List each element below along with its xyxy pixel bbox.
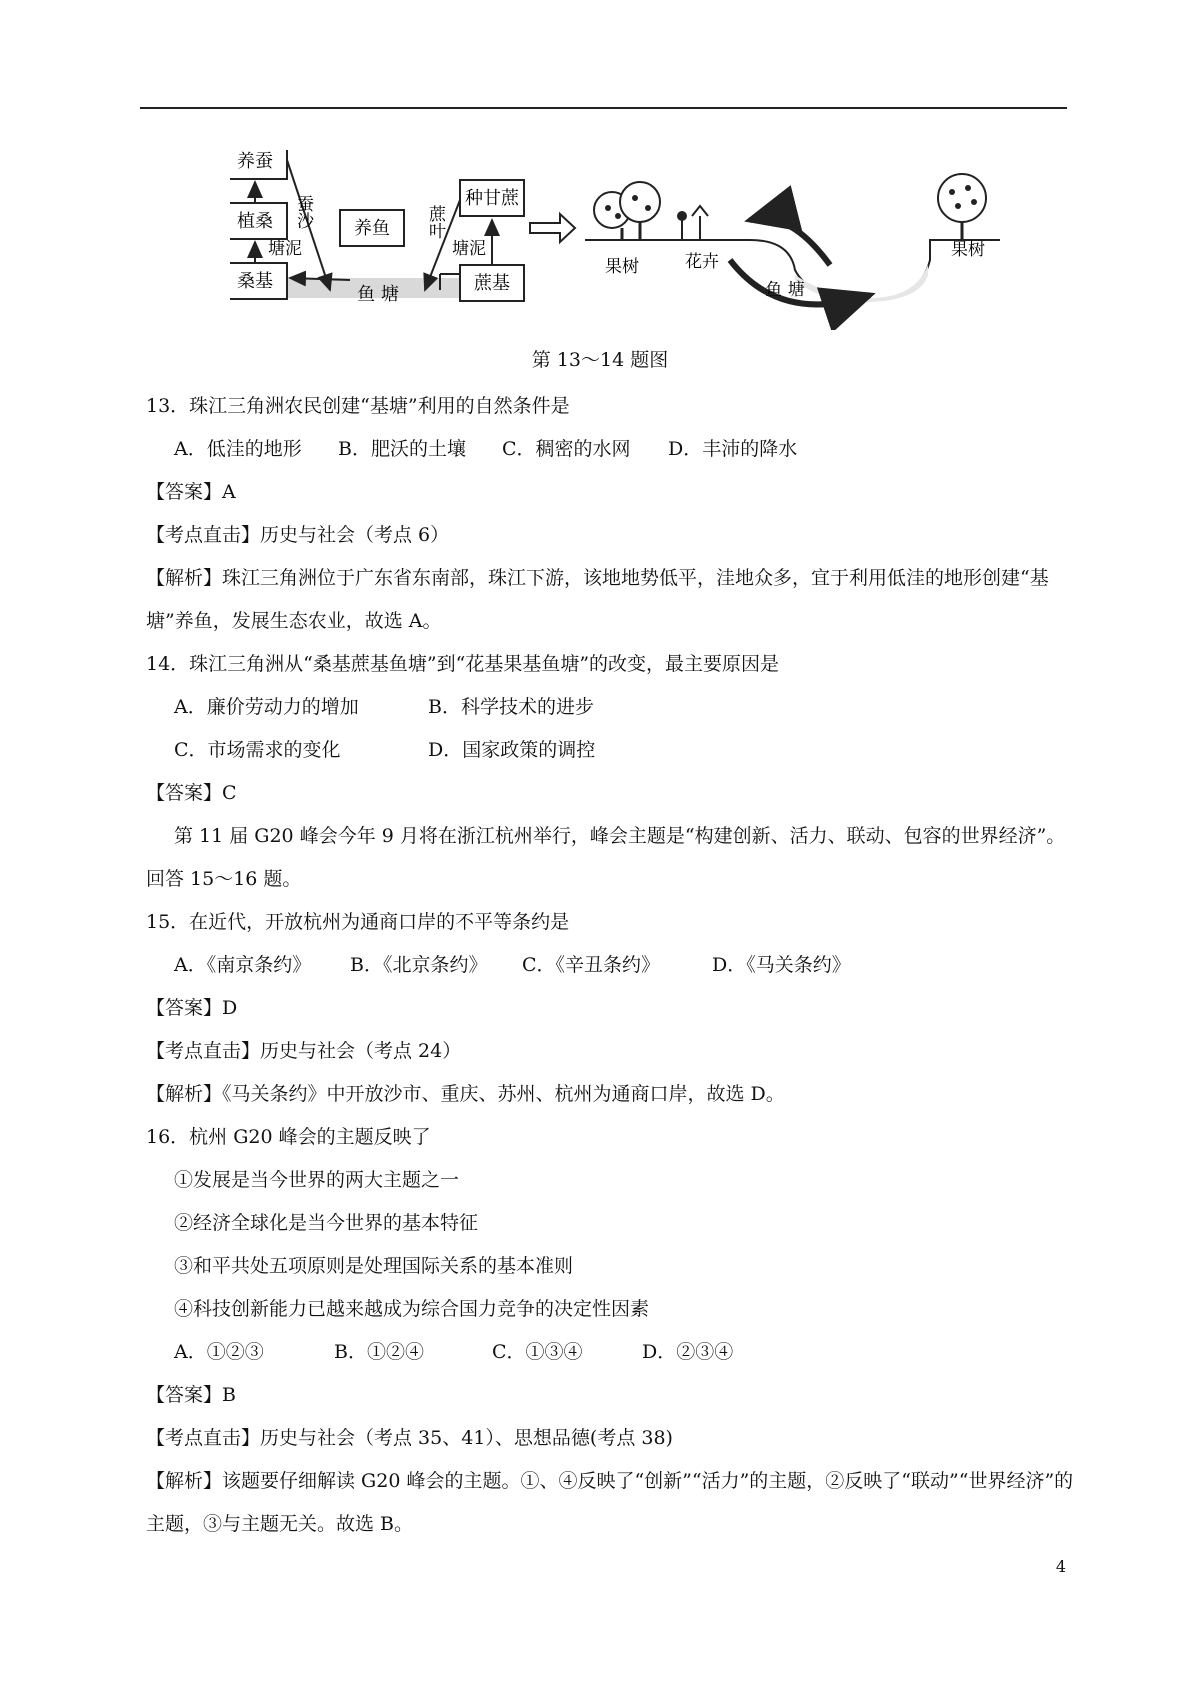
fruit-tree-icon	[594, 182, 660, 240]
q16-point	[146, 1417, 1076, 1460]
box-sugarcane-dike: 蔗基	[474, 273, 510, 294]
label-fish-pond-left: 鱼 塘	[357, 284, 399, 305]
box-plant-mulberry: 植桑	[237, 211, 273, 232]
q15-point	[146, 1030, 1076, 1073]
header-rule	[140, 107, 1067, 109]
q13-answer	[146, 471, 1076, 514]
answer-value: A	[222, 481, 236, 503]
q13-stem: 13．珠江三角洲农民创建“基塘”利用的自然条件是	[146, 395, 570, 417]
point-text: 历史与社会（考点 35、41）、思想品德(考点 38)	[260, 1427, 673, 1449]
q16-option-a: A．①②③	[174, 1341, 264, 1363]
point-tag: 【考点直击】	[146, 1427, 261, 1449]
q15-stem: 15．在近代，开放杭州为通商口岸的不平等条约是	[146, 911, 570, 933]
fruit-tree-right-icon	[938, 174, 986, 240]
q15-option-d: D．《马关条约》	[712, 954, 851, 976]
q14-options-row2	[146, 729, 1076, 772]
q15-option-c: C．《辛丑条约》	[522, 954, 661, 976]
analysis-tag: 【解析】	[146, 1470, 223, 1492]
q13-analysis	[146, 557, 1076, 643]
mulberry-dike-fish-pond-figure	[230, 150, 1000, 330]
q14-stem: 14．珠江三角洲从“桑基蔗基鱼塘”到“花基果基鱼塘”的改变，最主要原因是	[146, 653, 780, 675]
point-text: 历史与社会（考点 24）	[260, 1040, 462, 1062]
figure-caption: 第 13～14 题图	[531, 349, 669, 371]
answer-value: D	[222, 997, 238, 1019]
q16-option-b: B．①②④	[334, 1341, 424, 1363]
q14-answer	[146, 772, 1076, 815]
question-content	[146, 385, 1076, 1546]
g20-intro: 第 11 届 G20 峰会今年 9 月将在浙江杭州举行，峰会主题是“构建创新、活力、联动、包容的世界经济”。回答 15～16 题。	[146, 825, 1066, 890]
analysis-text: 珠江三角洲位于广东省东南部，珠江下游，该地地势低平，洼地众多，宜于利用低洼的地形创建“基塘”养鱼，发展生态农业，故选 A。	[146, 567, 1049, 632]
figure-diagram	[230, 150, 1000, 330]
answer-value: C	[222, 782, 237, 804]
q16-option-c: C．①③④	[492, 1341, 583, 1363]
box-raise-fish: 养鱼	[354, 218, 390, 239]
q16-item-4: ④科技创新能力已越来越成为综合国力竞争的决定性因素	[174, 1298, 650, 1320]
q15-analysis	[146, 1073, 1076, 1116]
label-cane-leaf: 蔗叶	[425, 205, 445, 239]
answer-tag: 【答案】	[146, 782, 223, 804]
answer-tag: 【答案】	[146, 1384, 223, 1406]
analysis-tag: 【解析】	[146, 1083, 223, 1105]
q14-options-row1	[146, 686, 1076, 729]
q13-options	[146, 428, 1076, 471]
q16-item-1: ①发展是当今世界的两大主题之一	[174, 1169, 460, 1191]
point-tag: 【考点直击】	[146, 524, 261, 546]
q15-option-b: B．《北京条约》	[350, 954, 488, 976]
answer-tag: 【答案】	[146, 481, 223, 503]
q14-option-d: D．国家政策的调控	[428, 739, 596, 761]
q13-option-b: B．肥沃的土壤	[338, 438, 466, 460]
box-plant-sugarcane: 种甘蔗	[465, 188, 519, 209]
box-silkworm: 养蚕	[237, 151, 273, 172]
label-fruit-tree-left: 果树	[605, 257, 639, 277]
label-flowers: 花卉	[685, 252, 719, 272]
q16-option-d: D．②③④	[642, 1341, 734, 1363]
answer-tag: 【答案】	[146, 997, 223, 1019]
q16-item-2: ②经济全球化是当今世界的基本特征	[174, 1212, 479, 1234]
q15-option-a: A．《南京条约》	[174, 954, 312, 976]
answer-value: B	[222, 1384, 236, 1406]
q13-option-c: C．稠密的水网	[502, 438, 631, 460]
q16-answer	[146, 1374, 1076, 1417]
q16-stem: 16．杭州 G20 峰会的主题反映了	[146, 1126, 431, 1148]
q15-options	[146, 944, 1076, 987]
q16-item-3: ③和平共处五项原则是处理国际关系的基本准则	[174, 1255, 574, 1277]
label-fruit-tree-right: 果树	[951, 240, 985, 260]
label-silkworm-sand: 蚕沙	[293, 195, 313, 229]
point-tag: 【考点直击】	[146, 1040, 261, 1062]
transition-arrow-icon	[530, 214, 575, 242]
label-pond-mud-left: 塘泥	[268, 239, 302, 259]
page-number: 4	[1055, 1557, 1066, 1576]
label-pond-mud-right: 塘泥	[452, 239, 486, 259]
analysis-tag: 【解析】	[146, 567, 223, 589]
analysis-text: 该题要仔细解读 G20 峰会的主题。①、④反映了“创新”“活力”的主题，②反映了“联动”“世界经济”的主题，③与主题无关。故选 B。	[146, 1470, 1074, 1535]
q14-option-c: C．市场需求的变化	[174, 739, 341, 761]
q16-analysis	[146, 1460, 1076, 1546]
q14-option-a: A．廉价劳动力的增加	[174, 696, 359, 718]
box-mulberry-dike: 桑基	[237, 271, 273, 292]
q13-option-d: D．丰沛的降水	[668, 438, 798, 460]
q14-option-b: B．科学技术的进步	[428, 696, 594, 718]
point-text: 历史与社会（考点 6）	[260, 524, 450, 546]
q15-answer	[146, 987, 1076, 1030]
q13-option-a: A．低洼的地形	[174, 438, 302, 460]
analysis-text: 《马关条约》中开放沙市、重庆、苏州、杭州为通商口岸，故选 D。	[222, 1083, 785, 1105]
label-fish-pond-right: 鱼 塘	[765, 280, 805, 300]
q16-options	[146, 1331, 1076, 1374]
q13-point	[146, 514, 1076, 557]
flower-icon	[677, 206, 708, 240]
